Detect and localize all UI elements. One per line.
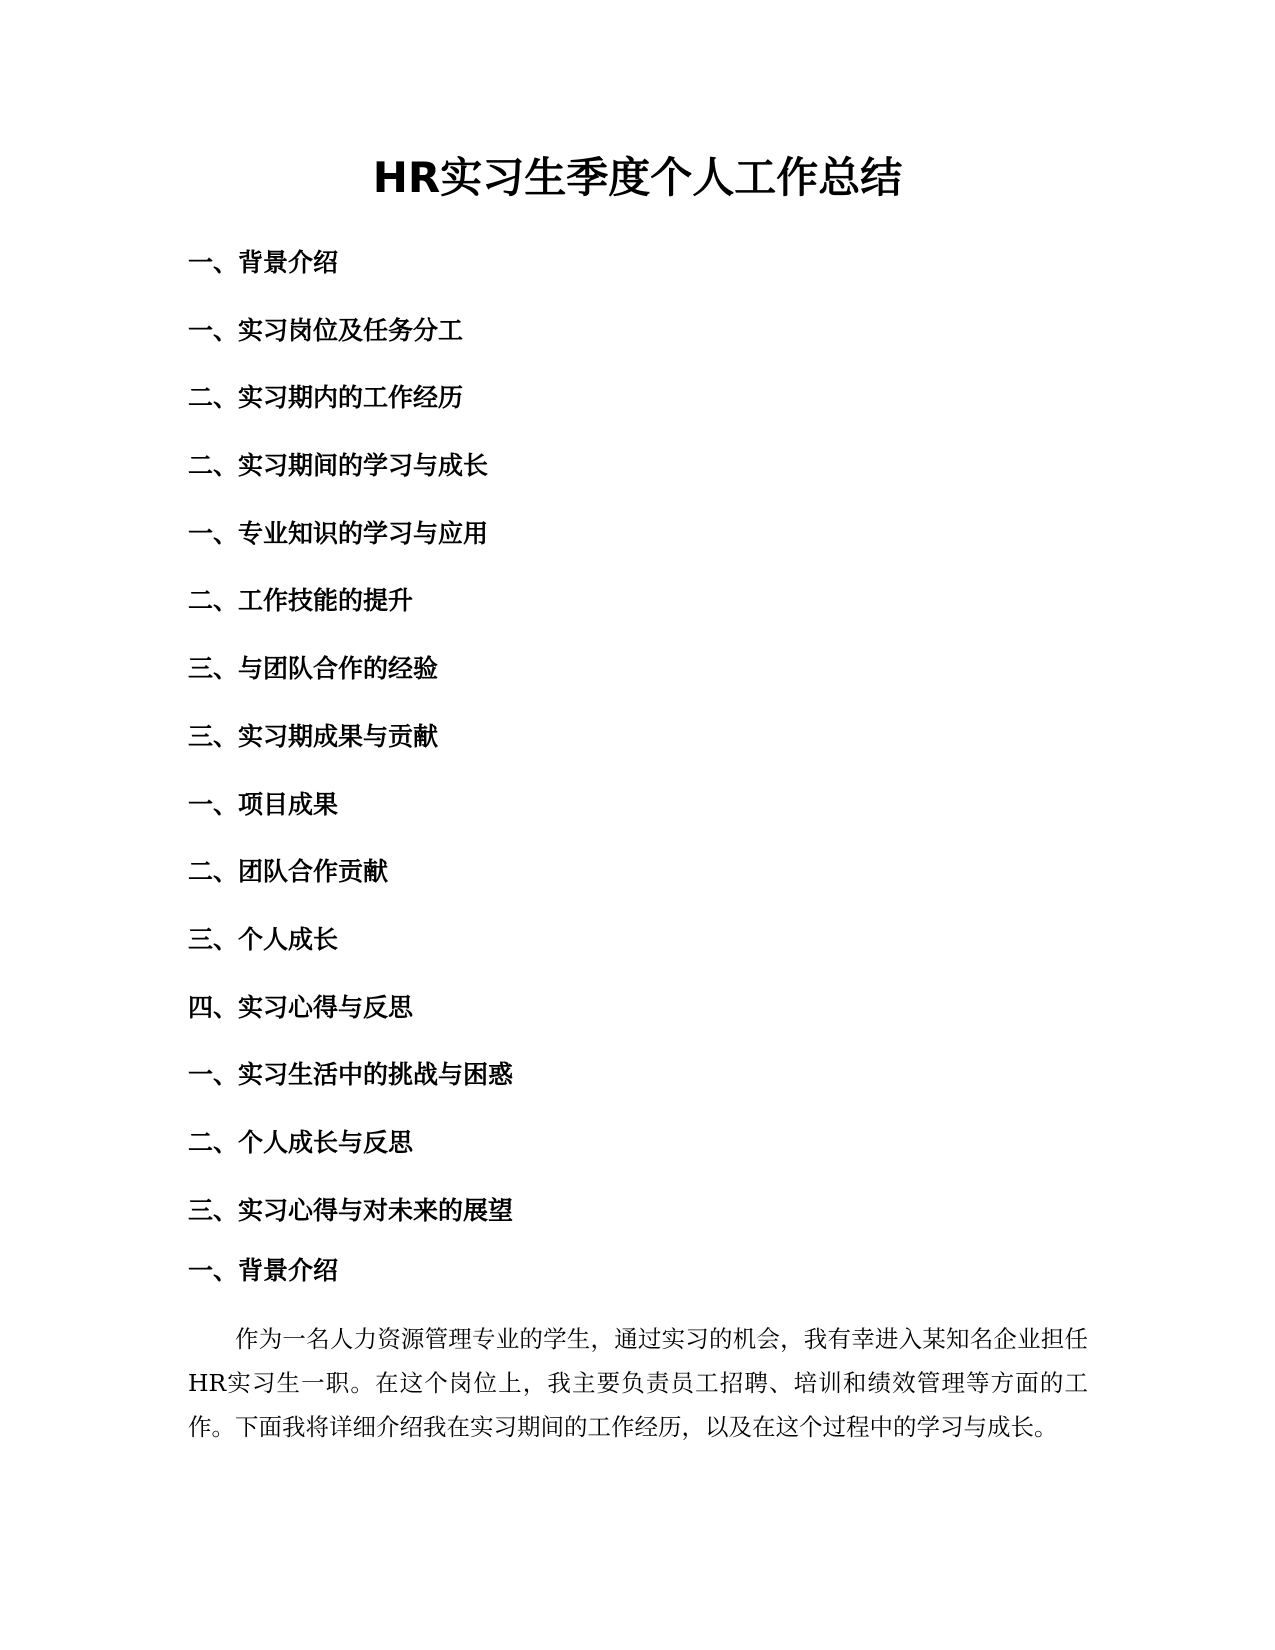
toc-item: 一、项目成果 xyxy=(188,789,339,819)
table-of-contents xyxy=(188,246,1088,1261)
toc-item: 二、团队合作贡献 xyxy=(188,857,389,887)
toc-item: 二、个人成长与反思 xyxy=(188,1127,414,1157)
toc-item: 二、实习期间的学习与成长 xyxy=(188,451,489,481)
toc-item: 三、实习期成果与贡献 xyxy=(188,721,439,751)
toc-item: 二、实习期内的工作经历 xyxy=(188,383,464,413)
body-paragraph: 作为一名人力资源管理专业的学生，通过实习的机会，我有幸进入某知名企业担任HR实习生一职。在这个岗位上，我主要负责员工招聘、培训和绩效管理等方面的工作。下面我将详细介绍我在实习期间的工作经历，以及在这个过程中的学习与成长。 xyxy=(188,1325,1088,1441)
section-heading-background: 一、背景介绍 xyxy=(188,1256,339,1285)
toc-item: 二、工作技能的提升 xyxy=(188,586,414,616)
toc-item: 一、专业知识的学习与应用 xyxy=(188,518,489,548)
document-title: HR实习生季度个人工作总结 xyxy=(372,153,903,202)
toc-item: 三、实习心得与对未来的展望 xyxy=(188,1195,514,1225)
toc-item: 一、实习岗位及任务分工 xyxy=(188,315,464,345)
toc-item: 四、实习心得与反思 xyxy=(188,992,414,1022)
toc-item: 三、与团队合作的经验 xyxy=(188,654,439,684)
toc-item: 一、实习生活中的挑战与困惑 xyxy=(188,1060,514,1090)
toc-item: 一、背景介绍 xyxy=(188,248,339,277)
toc-item: 三、个人成长 xyxy=(188,924,339,954)
